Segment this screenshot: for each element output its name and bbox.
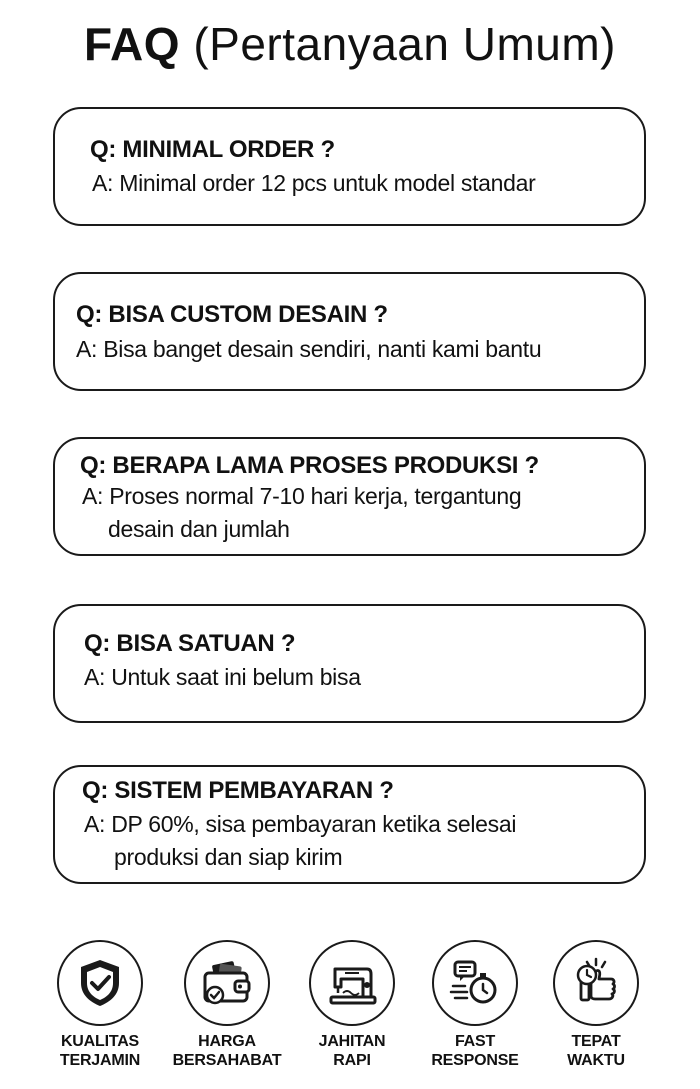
page-title <box>0 14 700 74</box>
faq-question: Q: MINIMAL ORDER ? <box>90 136 335 163</box>
faq-answer-line: desain dan jumlah <box>108 516 290 542</box>
feature-icon-circle <box>432 940 518 1026</box>
faq-answer-line: produksi dan siap kirim <box>114 844 343 870</box>
faq-card-custom-desain <box>53 272 646 391</box>
faq-answer <box>76 333 541 366</box>
sewing-machine-icon <box>327 959 377 1007</box>
feature-label: JAHITAN RAPI <box>318 1033 386 1069</box>
feature-harga-bersahabat <box>167 940 287 1070</box>
shield-check-icon <box>76 957 124 1009</box>
faq-question: Q: BISA CUSTOM DESAIN ? <box>76 301 388 328</box>
faq-answer-line: A: Proses normal 7-10 hari kerja, tergantung <box>82 483 522 509</box>
page-title-rest: (Pertanyaan Umum) <box>180 18 616 70</box>
faq-answer-line: A: Untuk saat ini belum bisa <box>84 664 361 690</box>
faq-question: Q: BERAPA LAMA PROSES PRODUKSI ? <box>80 452 539 479</box>
faq-answer-line: A: Minimal order 12 pcs untuk model standar <box>92 170 536 196</box>
feature-label: HARGA BERSAHABAT <box>172 1033 282 1069</box>
thumbs-up-clock-icon <box>571 957 621 1009</box>
faq-question: Q: BISA SATUAN ? <box>84 630 296 657</box>
faq-answer <box>84 808 516 874</box>
feature-icon-circle <box>553 940 639 1026</box>
faq-answer-line: A: DP 60%, sisa pembayaran ketika selesai <box>84 811 517 837</box>
feature-label: FAST RESPONSE <box>431 1033 519 1069</box>
faq-answer <box>92 167 535 200</box>
feature-icon-circle <box>57 940 143 1026</box>
feature-label: KUALITAS TERJAMIN <box>59 1033 141 1069</box>
faq-answer <box>82 480 521 546</box>
feature-kualitas-terjamin <box>40 940 160 1070</box>
fast-stopwatch-icon <box>449 958 501 1008</box>
faq-answer <box>84 661 361 694</box>
faq-question: Q: SISTEM PEMBAYARAN ? <box>82 777 394 804</box>
page-title-bold: FAQ <box>84 18 181 70</box>
feature-icon-circle <box>184 940 270 1026</box>
feature-tepat-waktu <box>536 940 656 1070</box>
feature-fast-response <box>415 940 535 1070</box>
wallet-icon <box>201 959 253 1007</box>
feature-icon-circle <box>309 940 395 1026</box>
faq-answer-line: A: Bisa banget desain sendiri, nanti kami bantu <box>76 336 542 362</box>
feature-label: TEPAT WAKTU <box>567 1033 625 1069</box>
feature-jahitan-rapi <box>292 940 412 1070</box>
